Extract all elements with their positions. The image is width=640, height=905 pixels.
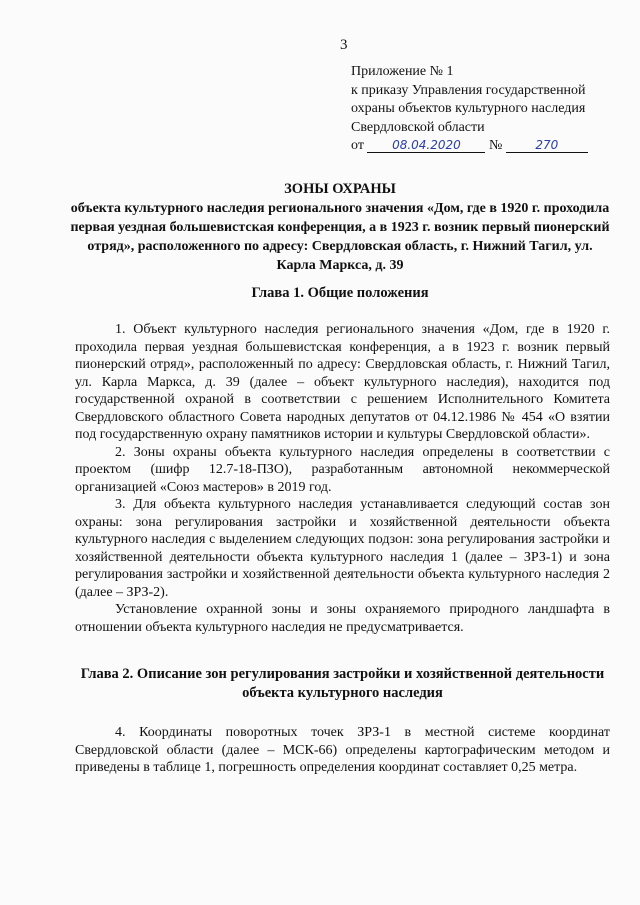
- document-title: ЗОНЫ ОХРАНЫ: [284, 181, 396, 197]
- appendix-block: [351, 63, 631, 156]
- appendix-line-1: Приложение № 1: [351, 64, 454, 79]
- order-date-number-line: [351, 137, 631, 156]
- order-number-field: [506, 137, 588, 153]
- appendix-line-3: охраны объектов культурного наследия: [351, 101, 586, 116]
- chapter-2-heading: Глава 2. Описание зон регулирования застройки и хозяйственной деятельности объекта культурного наследия: [80, 666, 605, 701]
- paragraph-4: Установление охранной зоны и зоны охраняемого природного ландшафта в отношении объекта культурного наследия не предусматривается.: [75, 602, 610, 635]
- handwritten-date: 08.04.2020: [392, 138, 461, 152]
- chapter-1-heading: Глава 1. Общие положения: [251, 285, 429, 301]
- page-number: 3: [340, 37, 348, 53]
- order-date-field: [367, 137, 485, 153]
- appendix-line-4: Свердловской области: [351, 119, 485, 135]
- paragraph-3: 3. Для объекта культурного наследия устанавливается следующий состав зон охраны: зона регулирования застройки и хозяйственной деятельности объекта культурного наследия с выделением следующих подзон: зона регулирования застройки и хозяйственной деятельности объекта культурного наследия 1 (далее – ЗРЗ-1) и зона регулирования застройки и хозяйственной деятельности объекта культурного наследия 2 (далее – ЗРЗ-2).: [75, 497, 610, 600]
- from-label: от: [351, 138, 364, 153]
- number-label: №: [488, 138, 503, 153]
- paragraph-1: 1. Объект культурного наследия регионального значения «Дом, где в 1920 г. проходила первая уездная большевистская конференция, а в 1923 г. возник первый пионерский отряд», расположенный по адресу: Свердловская область, г. Нижний Тагил, ул. Карла Маркса, д. 39 (далее – объект культурного наследия), находится под государственной охраной в соответствии с решением Исполнительного Комитета Свердловского областного Совета народных депутатов от 04.12.1986 № 454 «О взятии под государственную охрану памятников истории и культуры Свердловской области».: [75, 322, 610, 442]
- paragraph-5: 4. Координаты поворотных точек ЗРЗ-1 в местной системе координат Свердловской области (далее – МСК-66) определены картографическим методом и приведены в таблице 1, погрешность определения координат составляет 0,25 метра.: [75, 725, 610, 775]
- document-title-block: [70, 180, 610, 275]
- document-subtitle: объекта культурного наследия регионального значения «Дом, где в 1920 г. проходила первая уездная большевистская конференция, а в 1923 г. возник первый пионерский отряд», расположенного по адресу: Свердловская область, г. Нижний Тагил, ул. Карла Маркса, д. 39: [70, 201, 610, 273]
- appendix-line-2: к приказу Управления государственной: [351, 82, 586, 98]
- chapter-2-body: [75, 724, 610, 777]
- chapter-1-body: [75, 321, 610, 636]
- paragraph-2: 2. Зоны охраны объекта культурного наследия определены в соответствии с проектом (шифр 12.7-18-ПЗО), разработанным автономной некоммерческой организацией «Союз мастеров» в 2019 год.: [75, 444, 610, 495]
- handwritten-number: 270: [535, 138, 559, 152]
